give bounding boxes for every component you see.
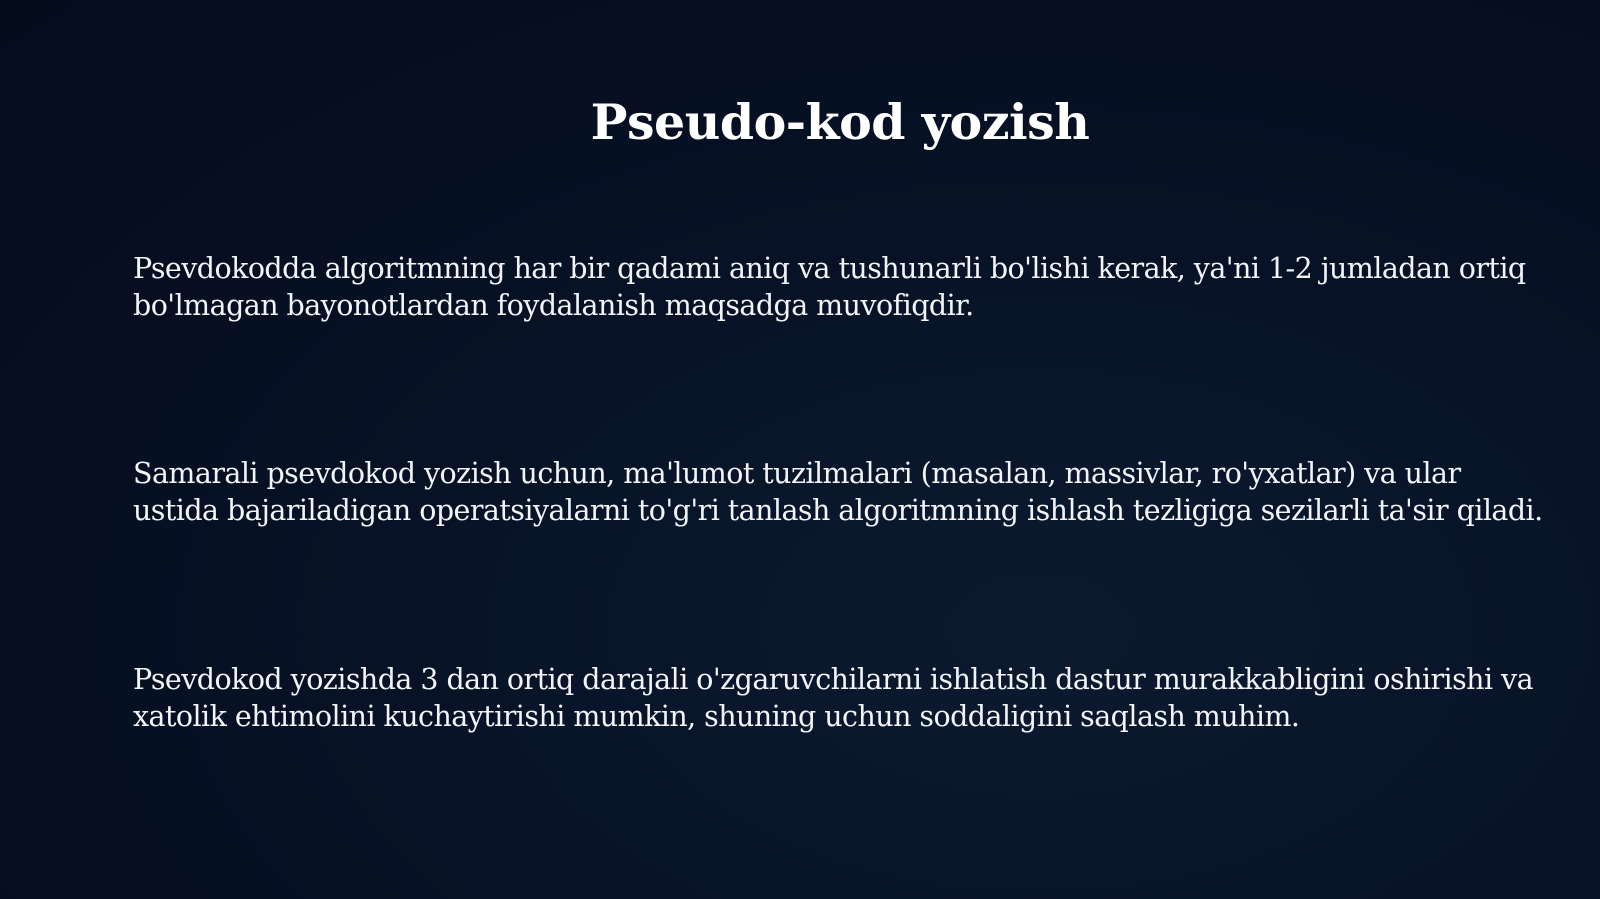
paragraph-1: Psevdokodda algoritmning har bir qadami aniq va tushunarli bo'lishi kerak, ya'ni 1-2 jumladan ortiq bo'lmagan bayonotlardan foydalanish maqsadga muvofiqdir. <box>133 252 1526 322</box>
slide-title: Pseudo-kod yozish <box>590 92 1090 151</box>
paragraph-2: Samarali psevdokod yozish uchun, ma'lumot tuzilmalari (masalan, massivlar, ro'yxatlar) va ular ustida bajariladigan operatsiyalarni to'g'ri tanlash algoritmning ishlash tezligiga sezilarli ta'sir qiladi. <box>133 457 1543 527</box>
paragraph-3: Psevdokod yozishda 3 dan ortiq darajali o'zgaruvchilarni ishlatish dastur murakkabligini oshirishi va xatolik ehtimolini kuchaytirishi mumkin, shuning uchun soddaligini saqlash muhim. <box>133 663 1534 733</box>
